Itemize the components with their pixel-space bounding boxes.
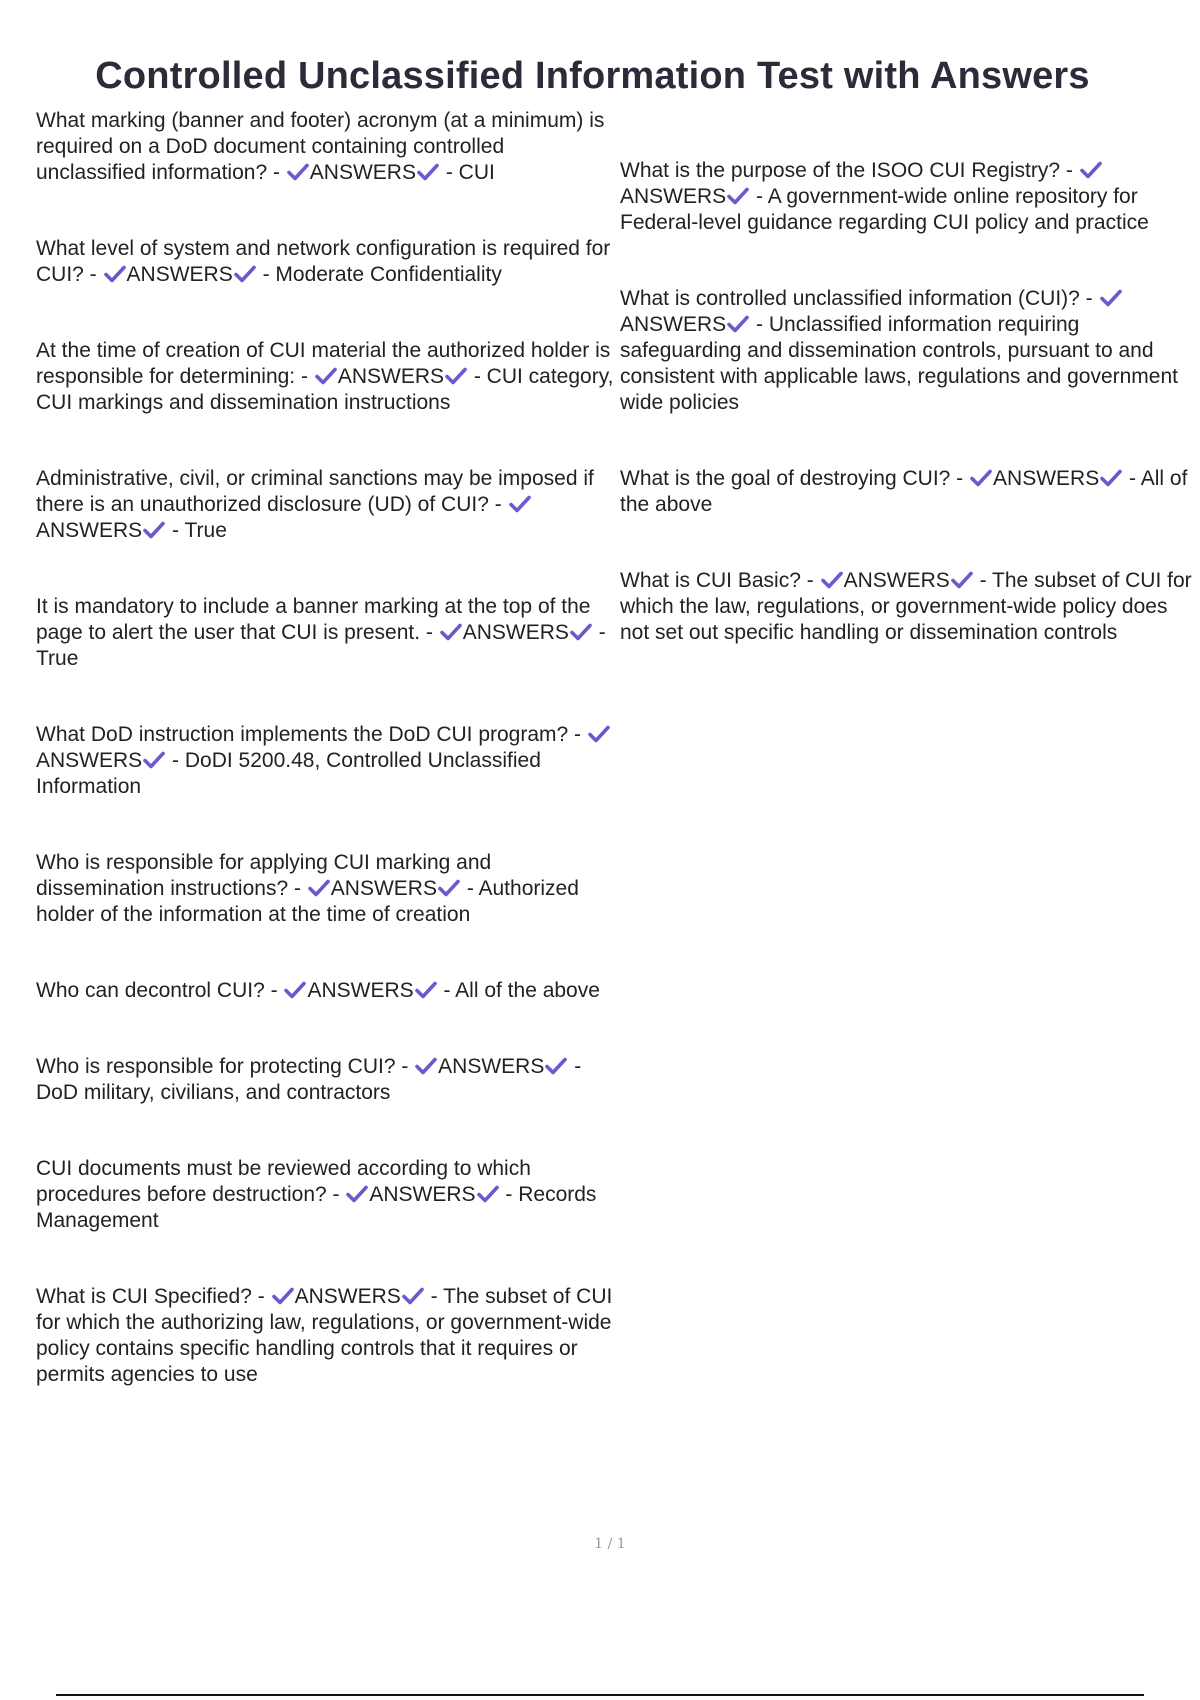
checkmark-icon [587, 725, 611, 743]
checkmark-icon [345, 1185, 369, 1203]
checkmark-icon [544, 1057, 568, 1075]
checkmark-icon [950, 571, 974, 589]
question-text: Who is responsible for applying CUI marking and dissemination instructions? - [36, 851, 492, 900]
answers-label: ANSWERS [369, 1183, 476, 1206]
checkmark-icon [726, 315, 750, 333]
answers-label: ANSWERS [307, 979, 414, 1002]
question-text: At the time of creation of CUI material the authorized holder is responsible for determining: - [36, 339, 611, 388]
answers-label: ANSWERS [330, 877, 437, 900]
checkmark-icon [142, 521, 166, 539]
checkmark-icon [569, 623, 593, 641]
answers-label: ANSWERS [309, 161, 416, 184]
answer-text: - True [172, 519, 227, 542]
checkmark-icon [283, 981, 307, 999]
question-text: CUI documents must be reviewed according to which procedures before destruction? - [36, 1157, 531, 1206]
checkmark-icon [314, 367, 338, 385]
checkmark-icon [439, 623, 463, 641]
checkmark-icon [414, 1057, 438, 1075]
qa-item [620, 568, 1200, 646]
left-column [36, 108, 614, 1438]
right-column [620, 158, 1200, 696]
qa-item [36, 338, 614, 416]
checkmark-icon [820, 571, 844, 589]
question-text: What is the goal of destroying CUI? - [620, 467, 964, 490]
answers-label: ANSWERS [993, 467, 1100, 490]
answer-text: - Authorized holder of the information at the time of creation [36, 877, 579, 926]
answers-label: ANSWERS [126, 263, 233, 286]
checkmark-icon [444, 367, 468, 385]
answers-label: ANSWERS [36, 519, 143, 542]
qa-item [36, 850, 614, 928]
answers-label: ANSWERS [337, 365, 444, 388]
answer-text: - Moderate Confidentiality [262, 263, 502, 286]
checkmark-icon [103, 265, 127, 283]
qa-item [36, 722, 614, 800]
qa-item [36, 1284, 614, 1388]
checkmark-icon [508, 495, 532, 513]
checkmark-icon [307, 879, 331, 897]
qa-item [620, 158, 1200, 236]
checkmark-icon [401, 1287, 425, 1305]
answers-label: ANSWERS [620, 313, 727, 336]
bottom-divider [56, 1694, 1144, 1696]
answer-text: - CUI category, CUI markings and dissemination instructions [36, 365, 614, 414]
qa-item [36, 108, 614, 186]
question-text: What level of system and network configuration is required for CUI? - [36, 237, 611, 286]
checkmark-icon [286, 163, 310, 181]
answers-label: ANSWERS [438, 1055, 545, 1078]
question-text: Who is responsible for protecting CUI? - [36, 1055, 409, 1078]
checkmark-icon [726, 187, 750, 205]
checkmark-icon [969, 469, 993, 487]
question-text: What is CUI Basic? - [620, 569, 814, 592]
question-text: What marking (banner and footer) acronym (at a minimum) is required on a DoD document containing controlled unclassified information? - [36, 109, 605, 184]
question-text: What is controlled unclassified information (CUI)? - [620, 287, 1093, 310]
answer-text: - DoDI 5200.48, Controlled Unclassified Information [36, 749, 541, 798]
qa-item [36, 236, 614, 288]
answer-text: - All of the above [620, 467, 1188, 516]
answer-text: - The subset of CUI for which the law, regulations, or government-wide policy does not set out specific handling or dissemination controls [620, 569, 1192, 644]
checkmark-icon [233, 265, 257, 283]
answer-text: - All of the above [443, 979, 600, 1002]
qa-item [36, 466, 614, 544]
answers-label: ANSWERS [620, 185, 727, 208]
question-text: It is mandatory to include a banner marking at the top of the page to alert the user that CUI is present. - [36, 595, 591, 644]
qa-item [620, 286, 1200, 416]
checkmark-icon [1099, 289, 1123, 307]
checkmark-icon [416, 163, 440, 181]
answers-label: ANSWERS [294, 1285, 401, 1308]
qa-item [36, 1156, 614, 1234]
answer-text: - Records Management [36, 1183, 597, 1232]
page-number: 1 / 1 [594, 1536, 626, 1552]
checkmark-icon [414, 981, 438, 999]
question-text: What is CUI Specified? - [36, 1285, 265, 1308]
answer-text: - CUI [445, 161, 495, 184]
answer-text: - A government-wide online repository for Federal-level guidance regarding CUI policy and practice [620, 185, 1149, 234]
answer-text: - The subset of CUI for which the authorizing law, regulations, or government-wide policy contains specific handling controls that it requires or permits agencies to use [36, 1285, 613, 1386]
page-title: Controlled Unclassified Information Test with Answers [95, 55, 1090, 98]
answers-label: ANSWERS [843, 569, 950, 592]
answer-text: - DoD military, civilians, and contractors [36, 1055, 582, 1104]
question-text: Who can decontrol CUI? - [36, 979, 278, 1002]
question-text: Administrative, civil, or criminal sanctions may be imposed if there is an unauthorized disclosure (UD) of CUI? - [36, 467, 594, 516]
qa-item [36, 978, 614, 1004]
answers-label: ANSWERS [462, 621, 569, 644]
answer-text: - Unclassified information requiring safeguarding and dissemination controls, pursuant to and consistent with applicable laws, regulations and government wide policies [620, 313, 1178, 414]
checkmark-icon [437, 879, 461, 897]
qa-item [620, 466, 1200, 518]
checkmark-icon [476, 1185, 500, 1203]
checkmark-icon [142, 751, 166, 769]
question-text: What is the purpose of the ISOO CUI Registry? - [620, 159, 1073, 182]
answers-label: ANSWERS [36, 749, 143, 772]
qa-item [36, 1054, 614, 1106]
qa-item [36, 594, 614, 672]
question-text: What DoD instruction implements the DoD CUI program? - [36, 723, 582, 746]
answer-text: - True [36, 621, 606, 670]
checkmark-icon [1079, 161, 1103, 179]
checkmark-icon [1099, 469, 1123, 487]
checkmark-icon [271, 1287, 295, 1305]
